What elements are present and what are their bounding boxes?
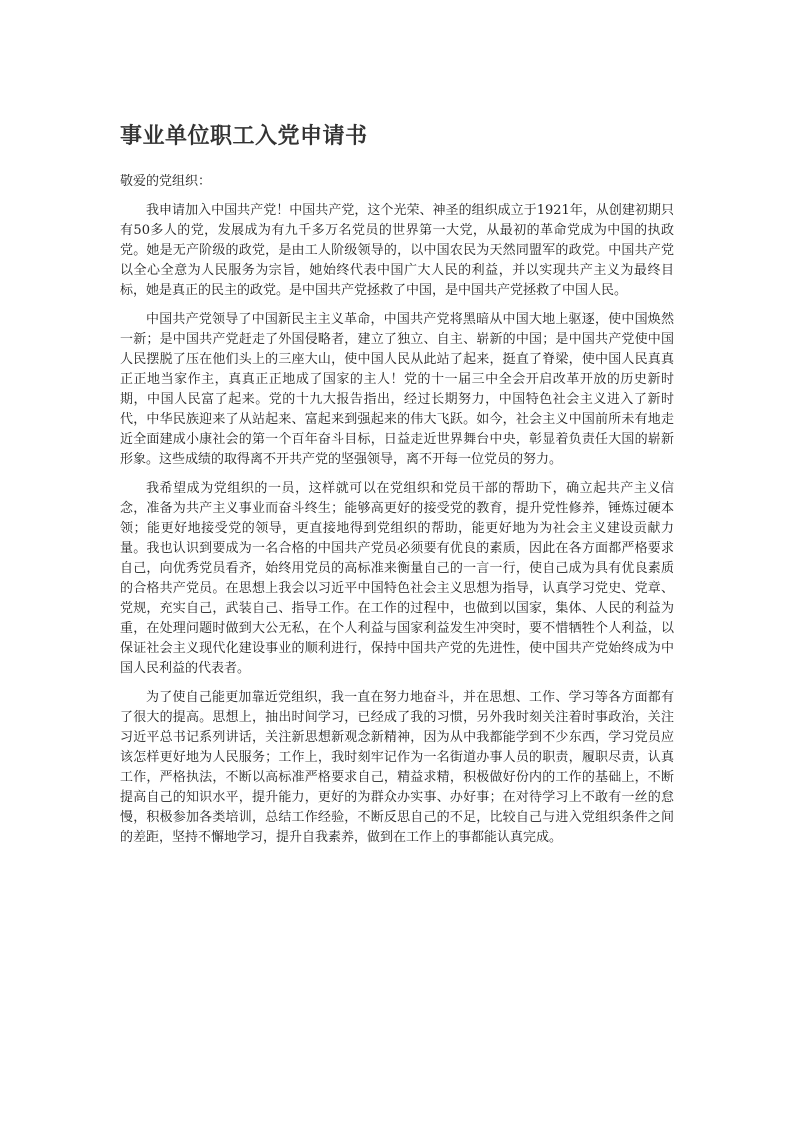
paragraph-2: 中国共产党领导了中国新民主主义革命，中国共产党将黑暗从中国大地上驱逐，使中国焕然一新；是中国共产党赶走了外国侵略者，建立了独立、自主、崭新的中国；是中国共产党使中国人民摆脱了压在他们头上的三座大山，使中国人民从此站了起来，挺直了脊梁，使中国人民真真正正地当家作主，真真正正地成了国家的主人！党的十一届三中全会开启改革开放的历史新时期，中国人民富了起来。党的十九大报告指出，经过长期努力，中国特色社会主义进入了新时代，中华民族迎来了从站起来、富起来到强起来的伟大飞跃。如今，社会主义中国前所未有地走近全面建成小康社会的第一个百年奋斗目标，日益走近世界舞台中央，彰显着负责任大国的崭新形象。这些成绩的取得离不开共产党的坚强领导，离不开每一位党员的努力。 (120, 312, 674, 467)
document-content (120, 122, 674, 857)
document-title: 事业单位职工入党申请书 (120, 124, 368, 149)
paragraph-3: 我希望成为党组织的一员，这样就可以在党组织和党员干部的帮助下，确立起共产主义信念，准备为共产主义事业而奋斗终生；能够高更好的接受党的教育，提升党性修养，锤炼过硬本领；能更好地接受党的领导，更直接地得到党组织的帮助，能更好地为为社会主义建设贡献力量。我也认识到要成为一名合格的中国共产党员必须要有优良的素质，因此在各方面都严格要求自己，向优秀党员看齐，始终用党员的高标准来衡量自己的一言一行，使自己成为具有优良素质的合格共产党员。在思想上我会以习近平中国特色社会主义思想为指导，认真学习党史、党章、党规，充实自己，武装自己、指导工作。在工作的过程中，也做到以国家，集体、人民的利益为重，在处理问题时做到大公无私，在个人利益与国家利益发生冲突时，要不惜牺牲个人利益，以保证社会主义现代化建设事业的顺利进行，保持中国共产党的先进性，使中国共产党始终成为中国人民利益的代表者。 (120, 481, 674, 676)
salutation: 敬爱的党组织： (120, 174, 212, 189)
paragraph-1: 我申请加入中国共产党！中国共产党，这个光荣、神圣的组织成立于1921年，从创建初期只有50多人的党，发展成为有九千多万名党员的世界第一大党，从最初的革命党成为中国的执政党。她是无产阶级的政党，是由工人阶级领导的，以中国农民为天然同盟军的政党。中国共产党以全心全意为人民服务为宗旨，她始终代表中国广大人民的利益，并以实现共产主义为最终目标，她是真正的民主的政党。是中国共产党拯救了中国，是中国共产党拯救了中国人民。 (120, 203, 674, 298)
paragraph-4: 为了使自己能更加靠近党组织，我一直在努力地奋斗，并在思想、工作、学习等各方面都有了很大的提高。思想上，抽出时间学习，已经成了我的习惯，另外我时刻关注着时事政治，关注习近平总书记系列讲话，关注新思想新观念新精神，因为从中我都能学到不少东西，学习党员应该怎样更好地为人民服务；工作上，我时刻牢记作为一名街道办事人员的职责，履职尽责，认真工作，严格执法，不断以高标准严格要求自己，精益求精，积极做好份内的工作的基础上，不断提高自己的知识水平，提升能力，更好的为群众办实事、办好事；在对待学习上不敢有一丝的怠慢，积极参加各类培训，总结工作经验，不断反思自己的不足，比较自己与进入党组织条件之间的差距，坚持不懈地学习，提升自我素养，做到在工作上的事都能认真完成。 (120, 690, 674, 845)
